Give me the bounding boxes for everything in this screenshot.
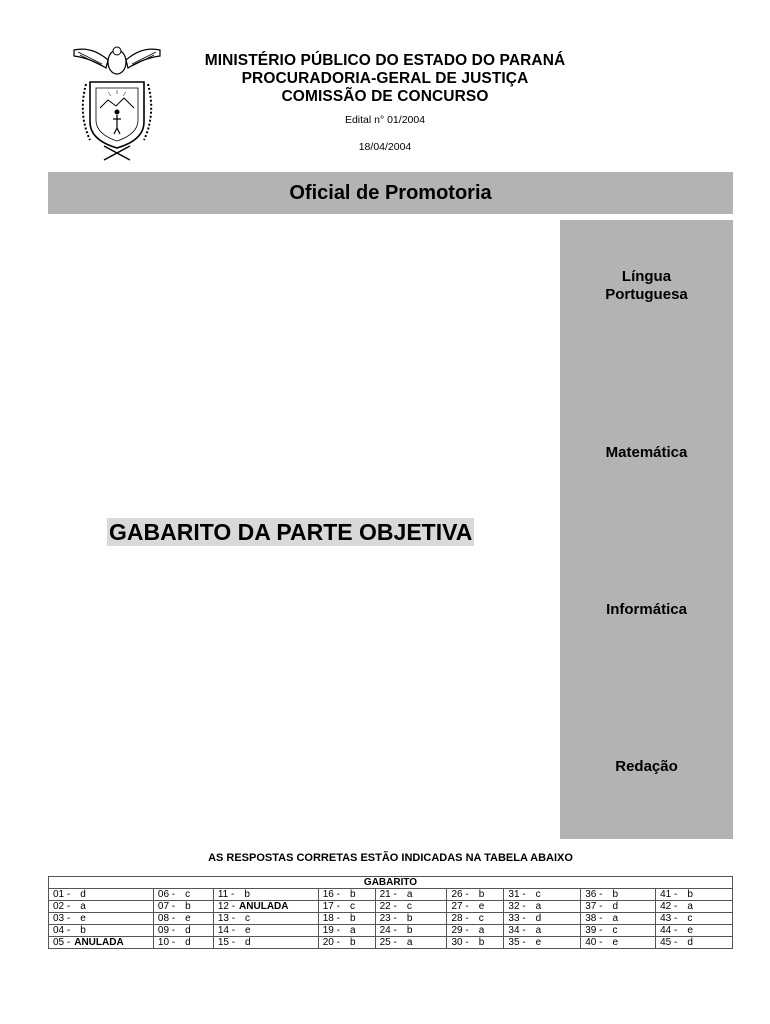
question-number: 22 - <box>379 901 397 912</box>
question-number: 35 - <box>508 937 526 948</box>
question-number: 20 - <box>322 937 340 948</box>
answer-cell <box>153 913 213 925</box>
answer-cell <box>153 901 213 913</box>
institution-name: MINISTÉRIO PÚBLICO DO ESTADO DO PARANÁ <box>204 52 566 69</box>
question-number: 31 - <box>508 889 526 900</box>
question-number: 23 - <box>379 913 397 924</box>
question-number: 30 - <box>451 937 469 948</box>
answer-letter: a <box>349 925 356 936</box>
question-number: 26 - <box>451 889 469 900</box>
answer-letter: b <box>349 889 356 900</box>
answer-letter: b <box>406 925 413 936</box>
answer-letter: c <box>349 901 355 912</box>
question-number: 45 - <box>660 937 678 948</box>
question-number: 13 - <box>217 913 236 924</box>
answer-cell <box>504 925 581 937</box>
question-number: 16 - <box>322 889 340 900</box>
question-number: 18 - <box>322 913 340 924</box>
answer-cell <box>375 913 447 925</box>
question-number: 10 - <box>157 937 176 948</box>
answer-letter: a <box>535 925 542 936</box>
answer-cell <box>213 889 318 901</box>
answer-letter: b <box>478 937 485 948</box>
question-number: 17 - <box>322 901 340 912</box>
question-number: 04 - <box>53 925 71 936</box>
question-number: 28 - <box>451 913 469 924</box>
answer-letter: b <box>80 925 86 936</box>
answer-cell <box>49 889 154 901</box>
subjects-panel <box>560 220 733 839</box>
question-number: 15 - <box>217 937 236 948</box>
question-number: 14 - <box>217 925 236 936</box>
answer-cell <box>213 901 318 913</box>
table-row <box>49 937 733 949</box>
answer-letter: a <box>80 901 86 912</box>
question-number: 44 - <box>660 925 678 936</box>
answer-cell <box>49 937 154 949</box>
answer-cell <box>49 913 154 925</box>
question-number: 03 - <box>53 913 71 924</box>
answer-letter: e <box>535 937 542 948</box>
question-number: 43 - <box>660 913 678 924</box>
document-date: 18/04/2004 <box>358 141 412 153</box>
answer-cell <box>581 913 656 925</box>
question-number: 01 - <box>53 889 71 900</box>
answer-letter: d <box>245 937 251 948</box>
question-number: 40 - <box>585 937 603 948</box>
subject-redacao: Redação <box>615 758 678 775</box>
answer-letter: c <box>687 913 693 924</box>
answer-letter: a <box>535 901 542 912</box>
answer-cell <box>49 901 154 913</box>
answer-letter: a <box>478 925 485 936</box>
answer-cell <box>447 889 504 901</box>
subject-label-line: Língua <box>621 268 672 285</box>
subject-informatica: Informática <box>606 601 687 618</box>
question-number: 32 - <box>508 901 526 912</box>
subject-label-line: Portuguesa <box>605 286 688 303</box>
answer-cell <box>581 925 656 937</box>
question-number: 36 - <box>585 889 603 900</box>
table-row <box>49 913 733 925</box>
answer-letter: b <box>244 889 250 900</box>
answer-cell <box>656 913 733 925</box>
answer-letter: c <box>245 913 251 924</box>
answer-letter: a <box>687 901 693 912</box>
answer-cell <box>153 925 213 937</box>
answer-letter: a <box>406 937 413 948</box>
question-number: 42 - <box>660 901 678 912</box>
question-number: 39 - <box>585 925 603 936</box>
table-row <box>49 925 733 937</box>
answer-cell <box>447 901 504 913</box>
answer-letter: b <box>349 937 356 948</box>
answer-letter: e <box>245 925 251 936</box>
question-number: 34 - <box>508 925 526 936</box>
question-number: 05 - <box>53 937 71 948</box>
answer-cell <box>375 901 447 913</box>
answer-cell <box>213 937 318 949</box>
question-number: 09 - <box>157 925 176 936</box>
answer-cell <box>318 889 375 901</box>
answer-cell <box>656 901 733 913</box>
answer-cell <box>447 913 504 925</box>
answer-letter: c <box>612 925 618 936</box>
answer-key-header: GABARITO <box>49 877 733 889</box>
answer-key-table <box>48 876 733 949</box>
answer-letter: ANULADA <box>239 901 289 912</box>
answer-letter: b <box>349 913 356 924</box>
institution-header <box>160 52 610 153</box>
answer-cell <box>153 889 213 901</box>
coat-of-arms-icon <box>68 44 166 164</box>
answer-letter: ANULADA <box>74 937 124 948</box>
answer-cell <box>318 937 375 949</box>
answer-letter: b <box>478 889 485 900</box>
question-number: 12 - <box>217 901 236 912</box>
subject-matematica: Matemática <box>605 444 688 461</box>
answer-cell <box>213 925 318 937</box>
question-number: 06 - <box>157 889 176 900</box>
answer-cell <box>581 889 656 901</box>
answer-cell <box>318 901 375 913</box>
main-heading: GABARITO DA PARTE OBJETIVA <box>109 519 473 545</box>
question-number: 07 - <box>157 901 176 912</box>
department-name: PROCURADORIA-GERAL DE JUSTIÇA <box>241 70 529 87</box>
question-number: 29 - <box>451 925 469 936</box>
answer-letter: e <box>478 901 485 912</box>
answer-cell <box>318 913 375 925</box>
answer-cell <box>213 913 318 925</box>
answer-cell <box>656 889 733 901</box>
answer-cell <box>656 925 733 937</box>
question-number: 08 - <box>157 913 176 924</box>
question-number: 24 - <box>379 925 397 936</box>
answer-cell <box>447 925 504 937</box>
answer-letter: c <box>478 913 484 924</box>
question-number: 33 - <box>508 913 526 924</box>
answer-letter: d <box>687 937 693 948</box>
answer-cell <box>153 937 213 949</box>
answer-letter: b <box>406 913 413 924</box>
answer-letter: d <box>185 937 191 948</box>
edital-number: Edital n° 01/2004 <box>344 114 426 126</box>
answer-cell <box>504 937 581 949</box>
answer-letter: a <box>406 889 413 900</box>
answer-cell <box>656 937 733 949</box>
answer-cell <box>318 925 375 937</box>
question-number: 02 - <box>53 901 71 912</box>
question-number: 25 - <box>379 937 397 948</box>
question-number: 27 - <box>451 901 469 912</box>
answer-letter: c <box>535 889 541 900</box>
question-number: 19 - <box>322 925 340 936</box>
answer-cell <box>581 937 656 949</box>
commission-name: COMISSÃO DE CONCURSO <box>281 88 489 105</box>
question-number: 38 - <box>585 913 603 924</box>
answer-cell <box>504 901 581 913</box>
answer-letter: e <box>687 925 693 936</box>
answer-letter: e <box>80 913 86 924</box>
answer-cell <box>49 925 154 937</box>
table-row <box>49 901 733 913</box>
answer-cell <box>447 937 504 949</box>
answer-letter: c <box>406 901 412 912</box>
answer-letter: d <box>535 913 542 924</box>
question-number: 21 - <box>379 889 397 900</box>
answers-note: AS RESPOSTAS CORRETAS ESTÃO INDICADAS NA TABELA ABAIXO <box>208 852 573 864</box>
answer-cell <box>375 889 447 901</box>
question-number: 37 - <box>585 901 603 912</box>
answer-cell <box>504 913 581 925</box>
answer-cell <box>581 901 656 913</box>
answer-cell <box>504 889 581 901</box>
answer-letter: b <box>185 901 191 912</box>
answer-letter: a <box>612 913 619 924</box>
question-number: 11 - <box>217 889 235 900</box>
answer-letter: c <box>185 889 191 900</box>
answer-cell <box>375 925 447 937</box>
question-number: 41 - <box>660 889 678 900</box>
answer-letter: d <box>185 925 191 936</box>
subject-lingua-portuguesa <box>560 268 733 304</box>
answer-letter: e <box>185 913 191 924</box>
answer-cell <box>375 937 447 949</box>
table-row <box>49 889 733 901</box>
answer-letter: e <box>612 937 619 948</box>
position-title: Oficial de Promotoria <box>48 172 733 214</box>
answer-letter: b <box>612 889 619 900</box>
answer-letter: b <box>687 889 693 900</box>
answer-letter: d <box>612 901 619 912</box>
answer-letter: d <box>80 889 86 900</box>
